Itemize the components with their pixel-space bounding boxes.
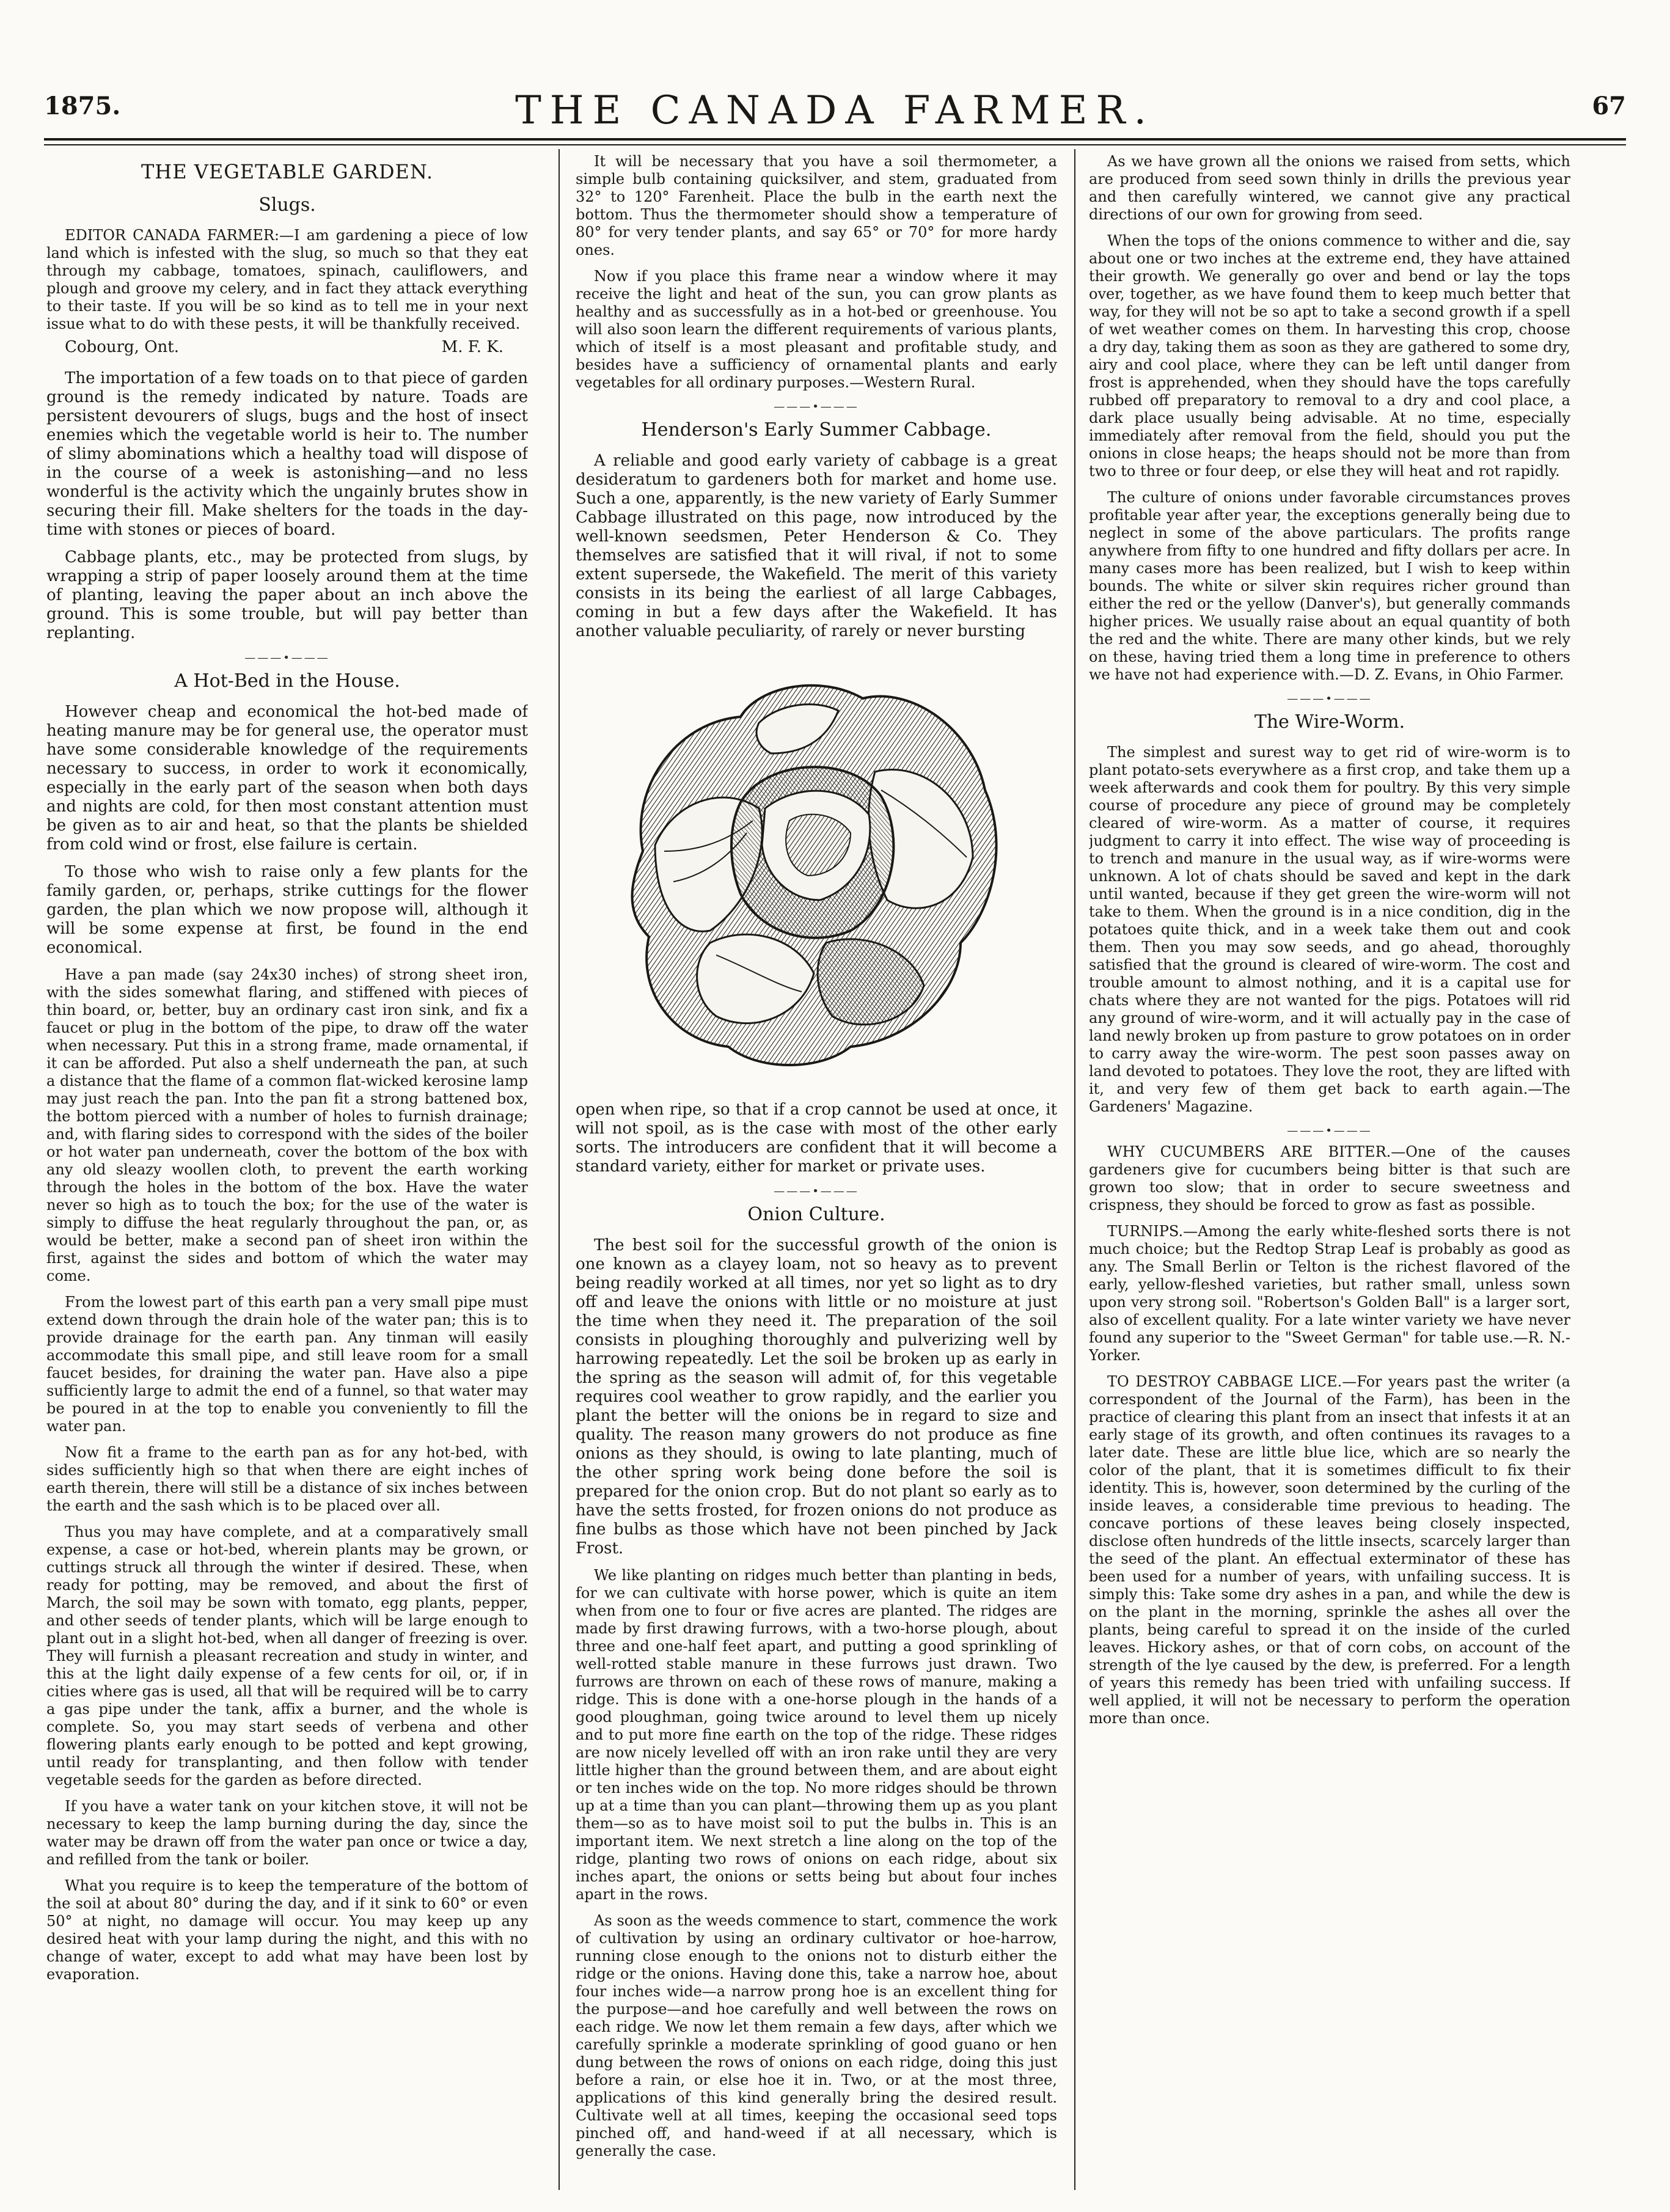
turnips-paragraph: TURNIPS.—Among the early white-fleshed sorts there is not much choice; but the Redtop Strap Leaf is probably as good as any. The Small Berlin or Telton is the richest flavored of the early, yellow-fleshed varieties, but rather small, unless sown upon very strong soil. "Robertson's Golden Ball" is a larger sort, also of excellent quality. For a late winter variety we have never found any superior to the "Sweet German" for table use.—R. N.-Yorker. <box>1089 1223 1570 1364</box>
article-heading-hot-bed: A Hot-Bed in the House. <box>174 670 400 692</box>
onion-paragraph: The best soil for the successful growth of the onion is one known as a clayey loam, not so heavy as to prevent being readily worked at all times, nor yet so light as to dry off and leave the onions with little or no moisture at just the time when they need it. The preparation of the soil consists in ploughing thoroughly and pulverizing well by harrowing repeatedly. Let the soil be broken up as early in the spring as the season will admit of, for this vegetable requires cool weather to grow rapidly, and the earlier you plant the better will the onions be in regard to size and quality. The reason many growers do not produce as fine onions as they should, is owing to late planting, much of the other spring work being done before the soil is prepared for the onion crop. But do not plant so early as to have the setts frosted, for frozen onions do not produce as fine bulbs as those which have not been pinched by Jack Frost. <box>576 1236 1057 1558</box>
column-1 <box>46 153 528 2185</box>
hot-bed-paragraph: To those who wish to raise only a few plants for the family garden, or, perhaps, strike cuttings for the flower garden, the plan which we now propose will, although it will be some expense at first, be found in the end economical. <box>46 863 528 957</box>
column-divider <box>558 149 560 2190</box>
article-heading-onion: Onion Culture. <box>747 1204 885 1225</box>
section-heading: THE VEGETABLE GARDEN. <box>141 160 434 183</box>
article-heading-henderson: Henderson's Early Summer Cabbage. <box>641 419 992 441</box>
signature-initials: M. F. K. <box>441 338 504 356</box>
cabbage-engraving <box>618 650 1009 1077</box>
hot-bed-paragraph: What you require is to keep the temperature of the bottom of the soil at about 80° during the day, and if it sink to 60° or even 50° at night, no damage will occur. You may keep up any desired heat with your lamp during the night, and this with no change of water, except to add what may have been lost by evaporation. <box>46 1877 528 1983</box>
hot-bed-paragraph: Thus you may have complete, and at a comparatively small expense, a case or hot-bed, wherein plants may be grown, or cuttings struck all through the winter if desired. These, when ready for potting, may be removed, and about the first of March, the soil may be sown with tomato, egg plants, pepper, and other seeds of tender plants, which will be large enough to plant out in a slight hot-bed, when all danger of freezing is over. They will furnish a pleasant recreation and study in winter, and this at the light daily expense of a few cents for oil, or, if in cities where gas is used, all that will be required will be to carry a gas pipe under the tank, affix a burner, and the whole is complete. So, you may start seeds of verbena and other flowering plants early enough to be potted and kept growing, until ready for transplanting, and then follow with tender vegetable seeds for the garden as before directed. <box>46 1523 528 1789</box>
article-separator <box>46 651 528 664</box>
slugs-letter: EDITOR CANADA FARMER:—I am gardening a piece of low land which is infested with the slug, so much so that they eat through my cabbage, tomatoes, spinach, cauliflowers, and plough and groove my celery, and in fact they attack everything to their taste. If you will be so kind as to tell me in your next issue what to do with these pests, it will be thankfully received. <box>46 227 528 332</box>
hot-bed-paragraph: Now if you place this frame near a window where it may receive the light and heat of the sun, you can grow plants as healthy and as successfully as in a hot-bed or greenhouse. You will also soon learn the different requirements of various plants, which of itself is a most pleasant and profitable study, and besides have a sufficiency of ornamental plants and early vegetables for all ordinary purposes.—Western Rural. <box>576 268 1057 391</box>
wire-worm-paragraph: The simplest and surest way to get rid of wire-worm is to plant potato-sets everywhere as a first crop, and take them up a week afterwards and cook them for poultry. By this very simple course of procedure any piece of ground may be completely cleared of wire-worm. As a matter of course, it requires judgment to carry it into effect. The wise way of proceeding is to trench and manure in the usual way, as if wire-worms were unknown. A lot of chats should be saved and kept in the dark until wanted, because if they get green the wire-worm will not take to them. When the ground is in a nice condition, dig in the potatoes quite thick, and in a week take them out and cook them. Then you may sow seeds, and go ahead, thoroughly satisfied that the ground is cleared of wire-worm. The cost and trouble amount to almost nothing, and it is a capital use for chats where they are not wanted for the pigs. Potatoes will rid any ground of wire-worm, and it will actually pay in the case of land newly broken up from pasture to grow potatoes on in order to carry away the wire-worm. The pest soon passes away on land devoted to potatoes. They love the root, they are lifted with it, and very few of them get back to earth again.—The Gardeners' Magazine. <box>1089 744 1570 1115</box>
letter-signature <box>65 338 528 357</box>
column-2 <box>576 153 1057 2185</box>
hot-bed-paragraph: It will be necessary that you have a soil thermometer, a simple bulb containing quicksilver, and stem, graduated from 32° to 120° Farenheit. Place the bulb in the earth next the bottom. Thus the thermometer should show a temperature of 80° for very tender plants, and say 65° or 70° for more hardy ones. <box>576 153 1057 258</box>
henderson-paragraph: open when ripe, so that if a crop cannot be used at once, it will not spoil, as is the case with most of the other early sorts. The introducers are confident that it will become a standard variety, either for market or private uses. <box>576 1101 1057 1176</box>
column-3 <box>1089 153 1570 2185</box>
hot-bed-paragraph: Have a pan made (say 24x30 inches) of strong sheet iron, with the sides somewhat flaring, and stiffened with pieces of thin board, or, better, buy an ordinary cast iron sink, and fix a faucet or plug in the bottom of the pipe, to draw off the water when necessary. Put this in a strong frame, made ornamental, if it can be afforded. Put also a shelf underneath the pan, at such a distance that the flame of a common flat-wicked kerosine lamp may just reach the pan. Into the pan fit a strong battened box, the bottom pierced with a number of holes to furnish drainage; and, with flaring sides to correspond with the sides of the boiler or hot water pan underneath, cover the bottom of the box with any old sleazy woollen cloth, to prevent the earth working through the holes in the bottom of the box. Have the water never so high as to touch the box; for the use of the water is simply to diffuse the heat regularly throughout the pan, or, as would be better, make a second pan of sheet iron within the first, against the sides and bottom of which the water may come. <box>46 966 528 1284</box>
newspaper-title: THE CANADA FARMER. <box>515 88 1155 133</box>
page-number: 67 <box>1592 92 1626 120</box>
masthead-rule-thin <box>44 144 1626 145</box>
article-separator <box>1089 692 1570 705</box>
signature-place: Cobourg, Ont. <box>65 338 179 356</box>
masthead-rule-thick <box>44 138 1626 141</box>
cucumbers-paragraph: WHY CUCUMBERS ARE BITTER.—One of the causes gardeners give for cucumbers being bitter is that such are grown too slow; that in order to secure sweetness and crispness, they should be forced to grow as fast as possible. <box>1089 1143 1570 1214</box>
column-divider <box>1074 149 1075 2190</box>
slugs-reply-paragraph: Cabbage plants, etc., may be protected from slugs, by wrapping a strip of paper loosely around them at the time of planting, leaving the paper about an inch above the ground. This is some trouble, but will pay better than replanting. <box>46 548 528 642</box>
article-separator <box>1089 1124 1570 1137</box>
cabbage-lice-paragraph: TO DESTROY CABBAGE LICE.—For years past the writer (a correspondent of the Journal of the Farm), has been in the practice of clearing this plant from an insect that infests it at an early stage of its growth, and often continues its ravages to a later date. These are little blue lice, which are so nearly the color of the plant, that it is sometimes difficult to fix their identity. This is, however, soon determined by the curling of the inside leaves, a considerable time previous to heading. The concave portions of these leaves being closely inspected, disclose often hundreds of the little insects, scarcely larger than the seed of the plant. An effectual exterminator of these has been used for a number of years, with unfailing success. It is simply this: Take some dry ashes in a pan, and while the dew is on the plant in the morning, sprinkle the ashes all over the plants, being careful to spread it on the inside of the curled leaves. Hickory ashes, or that of corn cobs, on account of the strength of the lye caused by the dew, is preferred. For a length of years this remedy has been tried with unfailing success. If well applied, it will not be necessary to perform the operation more than once. <box>1089 1373 1570 1727</box>
slugs-reply-paragraph: The importation of a few toads on to that piece of garden ground is the remedy indicated by nature. Toads are persistent devourers of slugs, bugs and the host of insect enemies which the vegetable world is heir to. The number of slimy abominations which a healthy toad will dispose of in the course of a week is astonishing—and no less wonderful is the activity which the ungainly brutes show in securing their fill. Make shelters for the toads in the day-time with stones or pieces of board. <box>46 369 528 539</box>
hot-bed-paragraph: If you have a water tank on your kitchen stove, it will not be necessary to keep the lamp burning during the day, since the water may be drawn off from the water pan once or twice a day, and refilled from the tank or boiler. <box>46 1798 528 1868</box>
onion-paragraph: When the tops of the onions commence to wither and die, say about one or two inches at the extreme end, they have attained their growth. We generally go over and bend or lay the tops over, together, as we have found them to keep much better that way, for they will not be so apt to take a second growth if a spell of wet weather comes on them. In harvesting this crop, choose a dry day, taking them as soon as they are gathered to some dry, airy and cool place, where they can be left until danger from frost is apprehended, when they should have the tops carefully rubbed off preparatory to removal to a dry and cool place, a dark place usually being advisable. At no time, especially immediately after removal from the field, should you put the onions in close heaps; the heaps should not be more than from two to three or four deep, or else they will heat and rot rapidly. <box>1089 232 1570 480</box>
article-heading-slugs: Slugs. <box>258 194 316 216</box>
onion-paragraph: As soon as the weeds commence to start, commence the work of cultivation by using an ordinary cultivator or hoe-harrow, running close enough to the onions not to disturb either the ridge or the onions. Having done this, take a narrow hoe, about four inches wide—a narrow prong hoe is an excellent thing for the purpose—and hoe carefully and well between the rows on each ridge. We now let them remain a few days, after which we carefully sprinkle a moderate sprinkling of good guano or hen dung between the rows of onions on each ridge, doing this just before a rain, or else hoe it in. Two, or at the most three, applications of this kind generally bring the desired result. Cultivate well at all times, keeping the occasional seed tops pinched off, and hand-weed if at all necessary, which is generally the case. <box>576 1912 1057 2159</box>
article-heading-wire-worm: The Wire-Worm. <box>1254 711 1405 733</box>
cabbage-illustration <box>576 650 1057 1090</box>
onion-paragraph: We like planting on ridges much better than planting in beds, for we can cultivate with horse power, which is quite an item when from one to four or five acres are planted. The ridges are made by first drawing furrows, with a two-horse plough, about three and one-half feet apart, and putting a good sprinkling of well-rotted stable manure in these furrows just drawn. Two furrows are thrown on each of these rows of manure, making a ridge. This is done with a one-horse plough in the hands of a good ploughman, going twice around to level them up nicely and to put more fine earth on the top of the ridge. These ridges are now nicely levelled off with an iron rake until they are very little higher than the ground between them, and are about eight or ten inches wide on the top. No more ridges should be thrown up at a time than you can plant—throwing them up as you plant them—so as to have moist soil to put the bulbs in. This is an important item. We next stretch a line along on the top of the ridge, planting two rows of onions on each ridge, about six inches apart, the onions or setts being but about four inches apart in the rows. <box>576 1567 1057 1903</box>
henderson-paragraph: A reliable and good early variety of cabbage is a great desideratum to gardeners both for market and home use. Such a one, apparently, is the new variety of Early Summer Cabbage illustrated on this page, now introduced by the well-known seedsmen, Peter Henderson & Co. They themselves are satisfied that it will rival, if not to some extent supersede, the Wakefield. The merit of this variety consists in its being the earliest of all large Cabbages, coming in but a few days after the Wakefield. It has another valuable peculiarity, of rarely or never bursting <box>576 452 1057 640</box>
article-separator <box>576 400 1057 413</box>
onion-paragraph: The culture of onions under favorable circumstances proves profitable year after year, the exceptions generally being due to neglect in some of the above particulars. The profits range anywhere from fifty to one hundred and fifty dollars per acre. In many cases more has been realized, but I wish to keep within bounds. The white or silver skin requires richer ground than either the red or the yellow (Danver's), but generally commands higher prices. We usually raise about an equal quantity of both the red and the white. There are many other kinds, but we rely on these, having tried them a long time in preference to others we have not had experience with.—D. Z. Evans, in Ohio Farmer. <box>1089 489 1570 683</box>
onion-paragraph: As we have grown all the onions we raised from setts, which are produced from seed sown thinly in drills the previous year and then carefully wintered, we cannot give any practical directions of our own for growing from seed. <box>1089 153 1570 223</box>
hot-bed-paragraph: Now fit a frame to the earth pan as for any hot-bed, with sides sufficiently high so that when there are eight inches of earth therein, there will still be a distance of six inches between the earth and the sash which is to be placed over all. <box>46 1444 528 1514</box>
masthead <box>44 88 1626 134</box>
issue-year: 1875. <box>44 92 121 120</box>
hot-bed-paragraph: However cheap and economical the hot-bed made of heating manure may be for general use, the operator must have some considerable knowledge of the requirements necessary to success, in order to work it economically, especially in the early part of the season when both days and nights are cold, for then most constant attention must be given as to air and heat, so that the plants be shielded from cold wind or frost, else failure is certain. <box>46 703 528 854</box>
article-separator <box>576 1185 1057 1198</box>
hot-bed-paragraph: From the lowest part of this earth pan a very small pipe must extend down through the drain hole of the water pan; this is to provide drainage for the earth pan. Any tinman will easily accommodate this small pipe, and still leave room for a small faucet besides, for draining the water pan. Have also a pipe sufficiently large to admit the end of a funnel, so that water may be poured in at the top to enable you conveniently to fill the water pan. <box>46 1294 528 1435</box>
